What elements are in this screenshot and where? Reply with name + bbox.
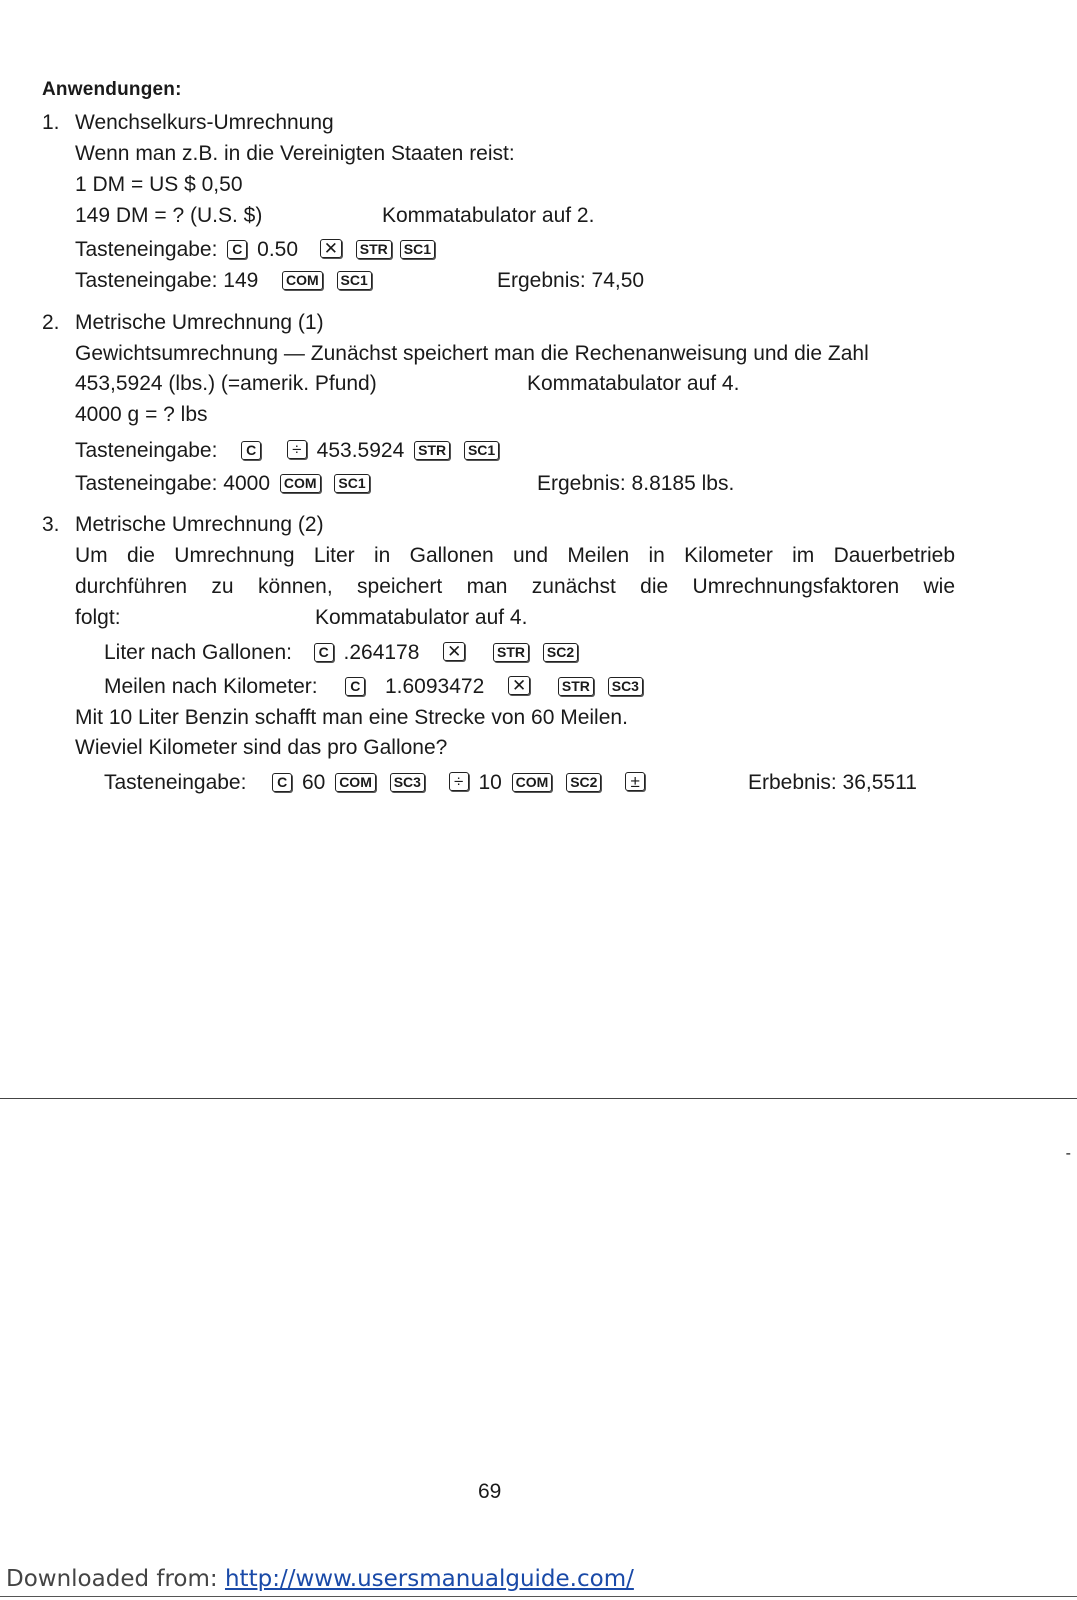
section-heading: Anwendungen: (42, 79, 182, 100)
key-value: .264178 (343, 641, 420, 664)
sc1-key-icon: SC1 (464, 441, 499, 460)
key-sequence-label: Tasteneingabe: (104, 771, 247, 794)
tabulator-note: Kommatabulator auf 4. (315, 606, 528, 629)
key-value: 10 (478, 771, 502, 794)
multiply-key-icon: ✕ (320, 239, 342, 258)
key-sequence (75, 237, 439, 263)
key-sequence-label: Tasteneingabe: (75, 472, 218, 495)
download-footer (6, 1566, 634, 1592)
multiply-key-icon: ✕ (508, 676, 530, 695)
text-line: 1 DM = US $ 0,50 (75, 173, 243, 196)
c-key-icon: C (345, 677, 365, 696)
text-line: 453,5924 (lbs.) (=amerik. Pfund) (75, 372, 377, 395)
item-number-1: 1. (42, 111, 60, 134)
text-line: Wenn man z.B. in die Vereinigten Staaten reist: (75, 142, 515, 165)
sc2-key-icon: SC2 (566, 773, 601, 792)
key-value: 1.6093472 (384, 675, 485, 698)
key-value: 149 (223, 269, 259, 292)
sc1-key-icon: SC1 (334, 474, 369, 493)
paragraph-line: durchführen zu können, speichert man zunächst die Umrechnungsfaktoren wie (75, 575, 955, 598)
com-key-icon: COM (280, 474, 321, 493)
footer-divider (0, 1596, 1077, 1597)
key-value: 60 (301, 771, 326, 794)
sc3-key-icon: SC3 (390, 773, 425, 792)
key-sequence (104, 674, 647, 700)
result-text: Ergebnis: 8.8185 lbs. (537, 472, 735, 495)
key-value: 0.50 (257, 238, 299, 261)
sc2-key-icon: SC2 (543, 643, 578, 662)
str-key-icon: STR (414, 441, 450, 460)
item-title-1: Wenchselkurs-Umrechnung (75, 111, 334, 134)
com-key-icon: COM (282, 271, 323, 290)
text-line: 4000 g = ? lbs (75, 403, 208, 426)
key-sequence (75, 268, 376, 294)
key-sequence (75, 438, 503, 464)
item-number-2: 2. (42, 311, 60, 334)
c-key-icon: C (241, 441, 261, 460)
key-sequence-label: Meilen nach Kilometer: (104, 675, 318, 698)
tabulator-note: Kommatabulator auf 4. (527, 372, 740, 395)
text-line: Wieviel Kilometer sind das pro Gallone? (75, 736, 448, 759)
str-key-icon: STR (493, 643, 529, 662)
key-value: 453.5924 (316, 439, 405, 462)
multiply-key-icon: ✕ (443, 642, 465, 661)
key-sequence (104, 770, 649, 796)
divide-key-icon: ÷ (449, 772, 469, 791)
horizontal-divider (0, 1098, 1077, 1099)
text-line: Gewichtsumrechnung — Zunächst speichert man die Rechenanweisung und die Zahl (75, 342, 869, 365)
key-sequence-label: Tasteneingabe: (75, 439, 218, 462)
key-sequence-label: Tasteneingabe: (75, 269, 218, 292)
key-sequence-label: Liter nach Gallonen: (104, 641, 292, 664)
str-key-icon: STR (356, 240, 392, 259)
item-number-3: 3. (42, 513, 60, 536)
paragraph-line: Um die Umrechnung Liter in Gallonen und Meilen in Kilometer im Dauerbetrieb (75, 544, 955, 567)
sc3-key-icon: SC3 (608, 677, 643, 696)
key-sequence-label: Tasteneingabe: (75, 238, 218, 261)
tabulator-note: Kommatabulator auf 2. (382, 204, 595, 227)
footer-prefix: Downloaded from: (6, 1566, 225, 1592)
margin-mark: - (1065, 1145, 1071, 1162)
sc1-key-icon: SC1 (400, 240, 435, 259)
text-line: 149 DM = ? (U.S. $) (75, 204, 263, 227)
sc1-key-icon: SC1 (337, 271, 372, 290)
divide-key-icon: ÷ (287, 440, 307, 459)
com-key-icon: COM (512, 773, 553, 792)
page-number: 69 (478, 1480, 502, 1503)
footer-link[interactable]: http://www.usersmanualguide.com/ (224, 1566, 634, 1592)
c-key-icon: C (314, 643, 334, 662)
text-line: Mit 10 Liter Benzin schafft man eine Strecke von 60 Meilen. (75, 706, 628, 729)
str-key-icon: STR (558, 677, 594, 696)
item-title-3: Metrische Umrechnung (2) (75, 513, 324, 536)
key-sequence (75, 471, 374, 497)
equals-key-icon: ± (625, 772, 645, 791)
c-key-icon: C (272, 773, 292, 792)
key-value: 4000 (223, 472, 271, 495)
text-line: folgt: (75, 606, 121, 629)
item-title-2: Metrische Umrechnung (1) (75, 311, 324, 334)
result-text: Ergebnis: 74,50 (497, 269, 645, 292)
com-key-icon: COM (335, 773, 376, 792)
result-text: Erbebnis: 36,5511 (748, 771, 917, 794)
c-key-icon: C (227, 240, 247, 259)
key-sequence (104, 640, 582, 666)
